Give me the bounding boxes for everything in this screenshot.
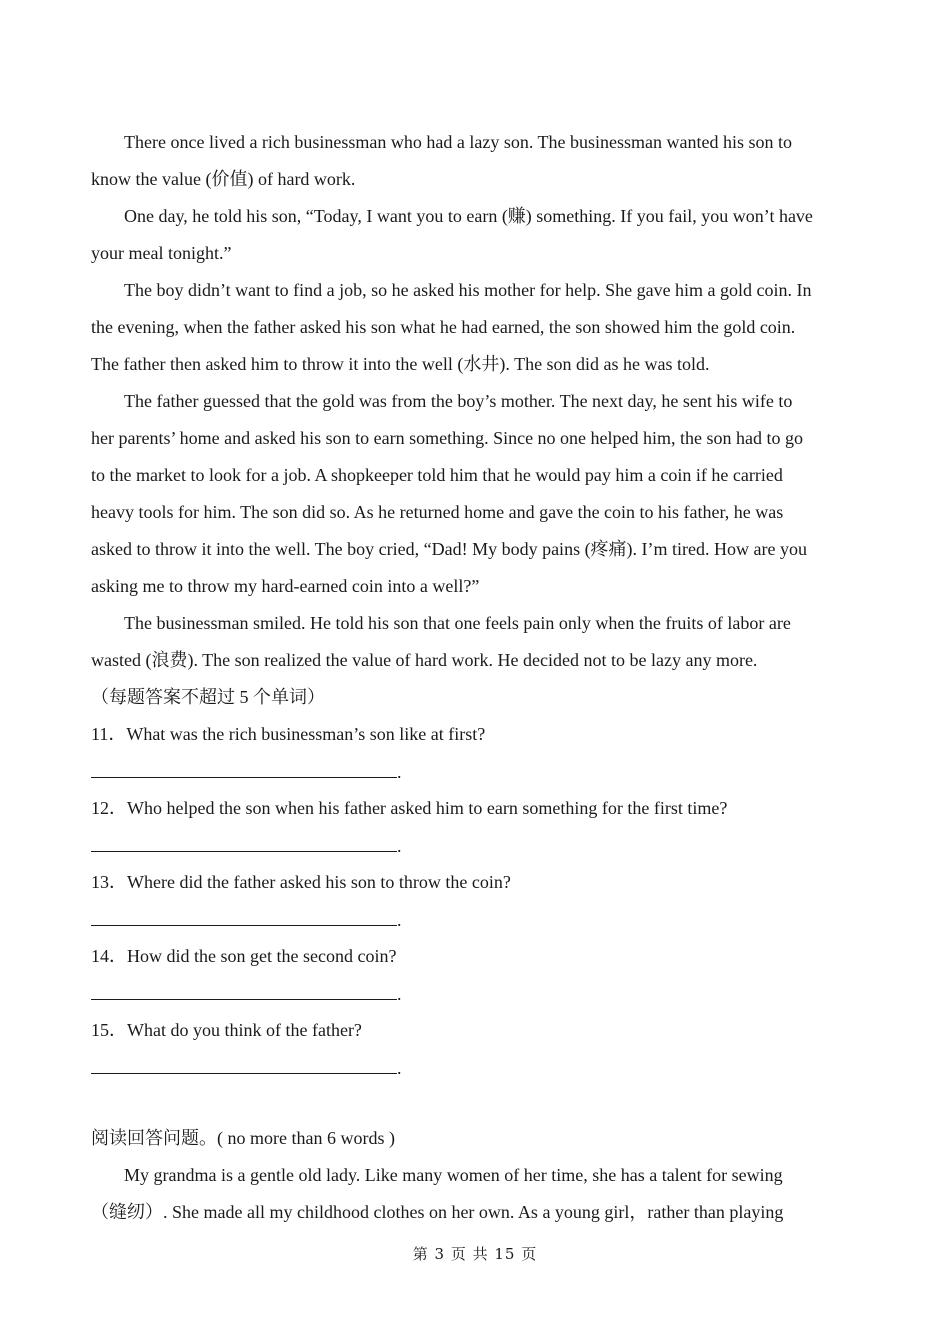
answer-blank[interactable]: . bbox=[91, 975, 861, 1012]
paragraph-line: （缝纫）. She made all my childhood clothes on her own. As a young girl，rather than playing bbox=[91, 1202, 784, 1222]
answer-blank[interactable]: . bbox=[91, 827, 861, 864]
question-text: 12．Who helped the son when his father asked him to earn something for the first time? bbox=[91, 798, 728, 818]
paragraph-line: The boy didn’t want to find a job, so he asked his mother for help. She gave him a gold coin. In bbox=[124, 280, 812, 300]
paragraph-line: her parents’ home and asked his son to earn something. Since no one helped him, the son had to go bbox=[91, 428, 804, 448]
paragraph-line: heavy tools for him. The son did so. As he returned home and gave the coin to his father, he was bbox=[91, 502, 784, 522]
answer-line[interactable] bbox=[91, 901, 397, 926]
paragraph-line: know the value (价值) of hard work. bbox=[91, 169, 356, 189]
document-page bbox=[91, 124, 861, 1231]
paragraph-line: There once lived a rich businessman who had a lazy son. The businessman wanted his son to bbox=[124, 132, 793, 152]
paragraph-line: to the market to look for a job. A shopkeeper told him that he would pay him a coin if he carried bbox=[91, 465, 783, 485]
question-text: 11．What was the rich businessman’s son like at first? bbox=[91, 724, 486, 744]
paragraph-line: One day, he told his son, “Today, I want you to earn (赚) something. If you fail, you won’t have bbox=[124, 206, 813, 226]
instruction-note: （每题答案不超过 5 个单词） bbox=[91, 687, 325, 707]
paragraph-line: My grandma is a gentle old lady. Like many women of her time, she has a talent for sewing bbox=[124, 1165, 783, 1185]
answer-blank[interactable]: . bbox=[91, 901, 861, 938]
answer-blank[interactable]: . bbox=[91, 753, 861, 790]
question-text: 14．How did the son get the second coin? bbox=[91, 946, 397, 966]
section-heading: 阅读回答问题。( no more than 6 words ) bbox=[91, 1128, 395, 1148]
paragraph-line: asking me to throw my hard-earned coin into a well?” bbox=[91, 576, 480, 596]
section-gap bbox=[91, 1086, 861, 1120]
question-text: 13．Where did the father asked his son to throw the coin? bbox=[91, 872, 511, 892]
paragraph-line: the evening, when the father asked his son what he had earned, the son showed him the gold coin. bbox=[91, 317, 796, 337]
paragraph-line: The father then asked him to throw it into the well (水井). The son did as he was told. bbox=[91, 354, 710, 374]
answer-line[interactable] bbox=[91, 753, 397, 778]
paragraph-line: asked to throw it into the well. The boy cried, “Dad! My body pains (疼痛). I’m tired. How are you bbox=[91, 539, 808, 559]
paragraph-line: your meal tonight.” bbox=[91, 243, 232, 263]
page-footer: 第 3 页 共 15 页 bbox=[412, 1245, 538, 1263]
answer-line[interactable] bbox=[91, 975, 397, 1000]
paragraph-line: The father guessed that the gold was from the boy’s mother. The next day, he sent his wife to bbox=[124, 391, 793, 411]
answer-blank[interactable]: . bbox=[91, 1049, 861, 1086]
question-text: 15．What do you think of the father? bbox=[91, 1020, 362, 1040]
answer-line[interactable] bbox=[91, 827, 397, 852]
paragraph-line: The businessman smiled. He told his son that one feels pain only when the fruits of labor are bbox=[124, 613, 791, 633]
paragraph-line: wasted (浪费). The son realized the value of hard work. He decided not to be lazy any more. bbox=[91, 650, 758, 670]
answer-line[interactable] bbox=[91, 1049, 397, 1074]
